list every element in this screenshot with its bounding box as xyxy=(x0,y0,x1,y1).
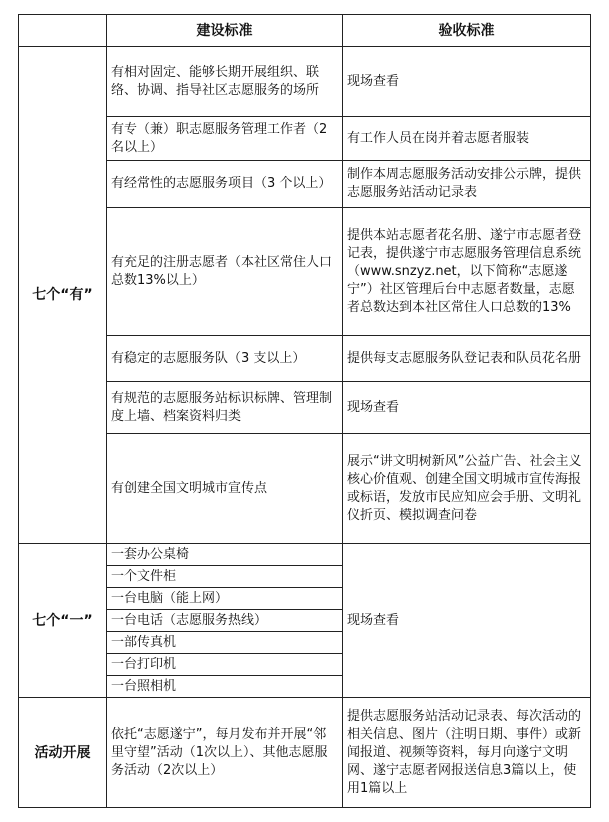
acceptance-standard-cell: 提供本站志愿者花名册、遂宁市志愿者登记表，提供遂宁市志愿服务管理信息系统（www.snzyz.net，以下简称“志愿遂宁”）社区管理后台中志愿者数量，志愿者总数达到本社区常住人口总数的13% xyxy=(343,208,591,336)
acceptance-standard-cell: 展示“讲文明树新风”公益广告、社会主义核心价值观、创建全国文明城市宣传海报或标语，发放市民应知应会手册、文明礼仪折页、模拟调查问卷 xyxy=(343,434,591,544)
build-standard-cell: 一台电话（志愿服务热线） xyxy=(107,610,343,632)
build-standard-cell: 一台照相机 xyxy=(107,676,343,698)
build-standard-cell: 一台打印机 xyxy=(107,654,343,676)
category-seven-one: 七个“一” xyxy=(19,544,107,698)
category-activities: 活动开展 xyxy=(19,698,107,808)
build-standard-cell: 一套办公桌椅 xyxy=(107,544,343,566)
build-standard-cell: 有充足的注册志愿者（本社区常住人口总数13%以上） xyxy=(107,208,343,336)
standards-table xyxy=(18,14,591,808)
table-row xyxy=(19,544,591,566)
acceptance-standard-cell: 提供志愿服务站活动记录表、每次活动的相关信息、图片（注明日期、事件）或新闻报道、视频等资料，每月向遂宁文明网、遂宁志愿者网报送信息3篇以上，使用1篇以上 xyxy=(343,698,591,808)
build-standard-cell: 有规范的志愿服务站标识标牌、管理制度上墙、档案资料归类 xyxy=(107,382,343,434)
header-acceptance-standard: 验收标准 xyxy=(343,15,591,47)
acceptance-standard-cell: 制作本周志愿服务活动安排公示牌，提供志愿服务站活动记录表 xyxy=(343,161,591,208)
build-standard-cell: 有创建全国文明城市宣传点 xyxy=(107,434,343,544)
acceptance-standard-cell: 现场查看 xyxy=(343,382,591,434)
header-build-standard: 建设标准 xyxy=(107,15,343,47)
table-row xyxy=(19,698,591,808)
category-seven-have: 七个“有” xyxy=(19,47,107,544)
acceptance-standard-cell: 现场查看 xyxy=(343,544,591,698)
header-blank xyxy=(19,15,107,47)
table-row xyxy=(19,47,591,117)
acceptance-standard-cell: 现场查看 xyxy=(343,47,591,117)
build-standard-cell: 有经常性的志愿服务项目（3 个以上） xyxy=(107,161,343,208)
build-standard-cell: 依托“志愿遂宁”，每月发布并开展“邻里守望”活动（1次以上）、其他志愿服务活动（2次以上） xyxy=(107,698,343,808)
acceptance-standard-cell: 有工作人员在岗并着志愿者服装 xyxy=(343,117,591,161)
acceptance-standard-cell: 提供每支志愿服务队登记表和队员花名册 xyxy=(343,336,591,382)
build-standard-cell: 一部传真机 xyxy=(107,632,343,654)
build-standard-cell: 有稳定的志愿服务队（3 支以上） xyxy=(107,336,343,382)
build-standard-cell: 一台电脑（能上网） xyxy=(107,588,343,610)
header-row xyxy=(19,15,591,47)
build-standard-cell: 一个文件柜 xyxy=(107,566,343,588)
build-standard-cell: 有专（兼）职志愿服务管理工作者（2 名以上） xyxy=(107,117,343,161)
build-standard-cell: 有相对固定、能够长期开展组织、联络、协调、指导社区志愿服务的场所 xyxy=(107,47,343,117)
